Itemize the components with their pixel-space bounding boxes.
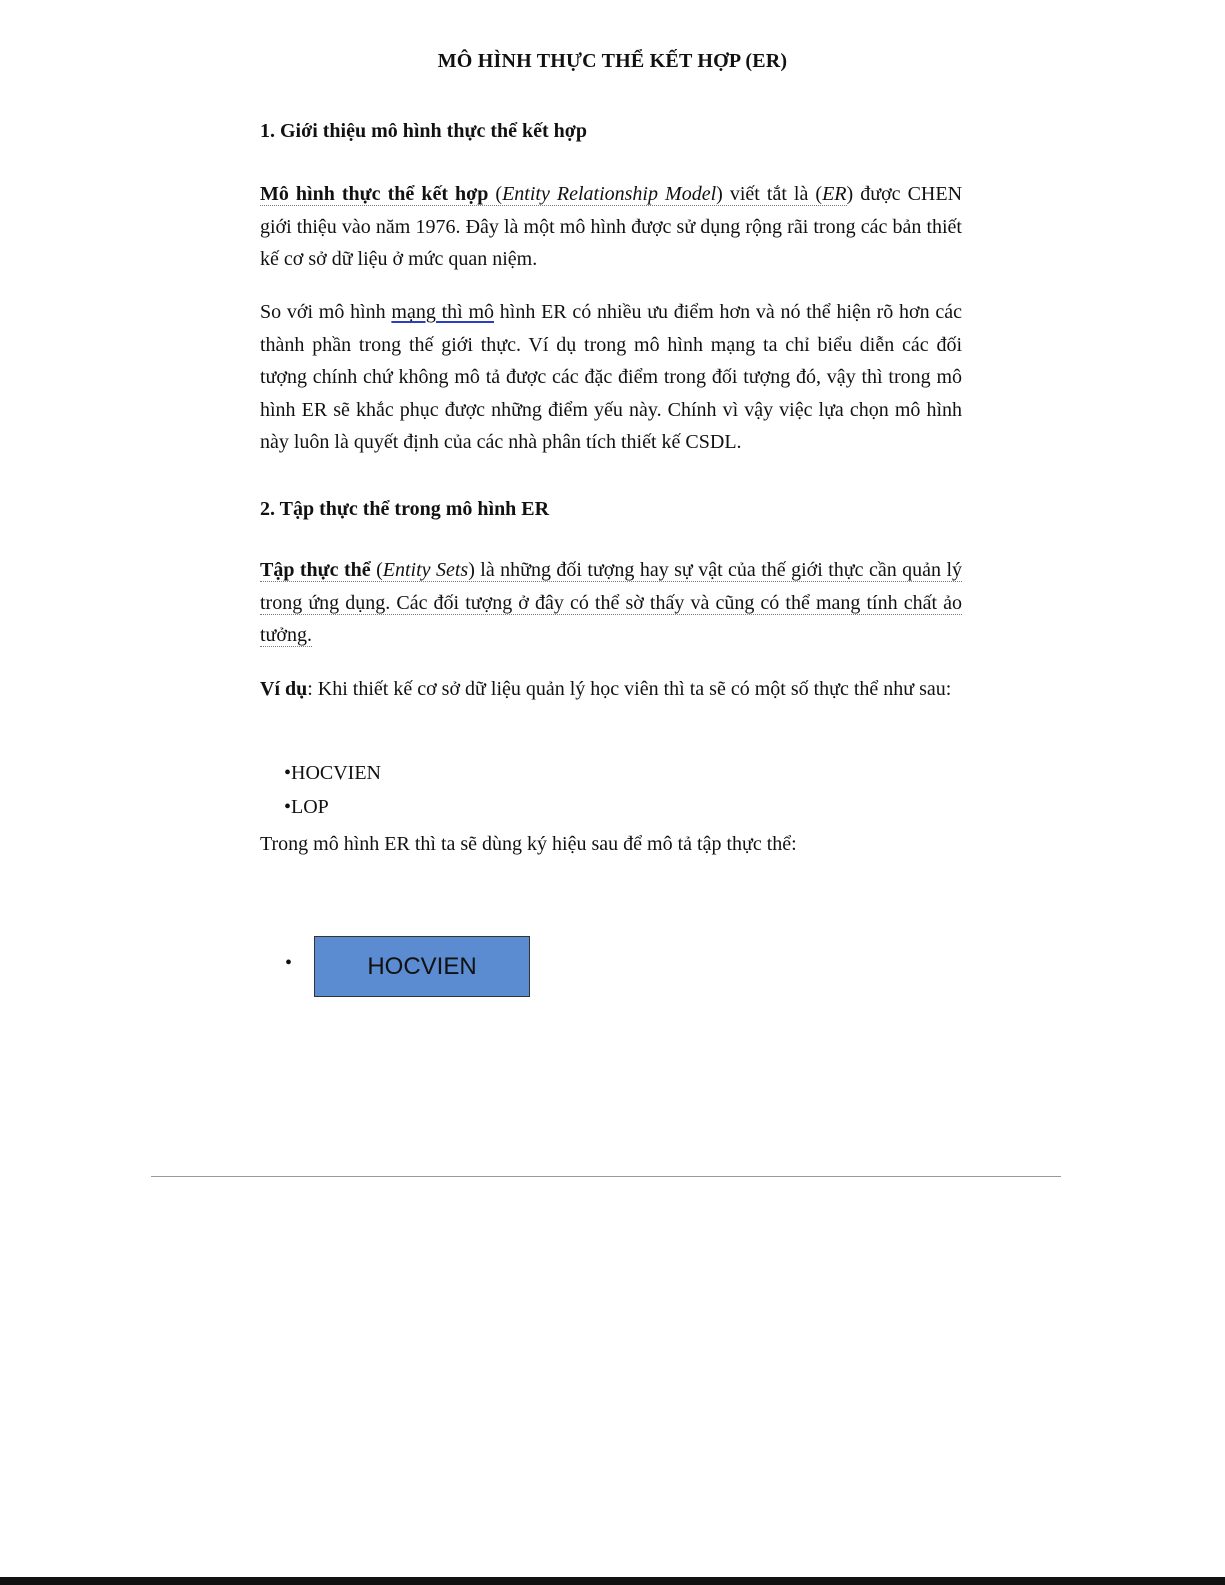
term-bold: Mô hình thực thể kết hợp [260, 183, 489, 205]
bottom-edge-bar [0, 1577, 1225, 1585]
term-highlight [260, 559, 962, 647]
term-english: Entity Relationship Model [502, 183, 717, 205]
paragraph-text: : Khi thiết kế cơ sở dữ liệu quản lý học viên thì ta sẽ có một số thực thể như sau: [307, 678, 952, 700]
entity-label: HOCVIEN [367, 952, 477, 980]
paragraph-text: So với mô hình [260, 301, 392, 323]
example-label: Ví dụ [260, 678, 308, 700]
paragraph-text: ) được CHEN giới thiệu vào năm 1976. Đây là một mô hình được sử dụng rộng rãi trong các bản thiết kế cơ sở dữ liệu ở mức quan niệm. [260, 183, 963, 270]
entity-set-symbol [314, 936, 530, 997]
term-open: ( [488, 183, 503, 205]
section-1-paragraph-2 [260, 296, 962, 459]
section-1-paragraph-1 [260, 178, 962, 276]
list-item: •LOP [284, 796, 329, 818]
list-item: •HOCVIEN [284, 762, 381, 784]
symbol-paragraph: Trong mô hình ER thì ta sẽ dùng ký hiệu sau để mô tả tập thực thể: [260, 833, 797, 855]
term-open: ( [370, 559, 383, 581]
paragraph-text: hình ER có nhiều ưu điểm hơn và nó thể hiện rõ hơn các thành phần trong thế giới thực. Ví dụ trong mô hình mạng ta chỉ biểu diễn các đối tượng chính chứ không mô tả được các đặc điểm trong đối tượng đó, vậy thì trong mô hình ER sẽ khắc phục được những điểm yếu này. Chính vì vậy việc lựa chọn mô hình này luôn là quyết định của các nhà phân tích thiết kế CSDL. [260, 301, 963, 453]
term-mid: ) viết tắt là ( [716, 183, 823, 205]
section-1-heading: 1. Giới thiệu mô hình thực thể kết hợp [260, 120, 587, 142]
page-divider [151, 1176, 1061, 1177]
underlined-phrase[interactable]: mạng thì mô [391, 301, 495, 323]
term-english: Entity Sets [382, 559, 469, 581]
paragraph-text: ) là những đối tượng hay sự vật của thế giới thực cần quản lý trong ứng dụng. Các đối tượng ở đây có thể sờ thấy và cũng có thể mang tính chất ảo tưởng. [260, 559, 962, 646]
entity-bullet: • [285, 952, 293, 974]
section-2-heading: 2. Tập thực thể trong mô hình ER [260, 498, 550, 520]
term-abbrev: ER [822, 183, 847, 205]
term-bold: Tập thực thể [260, 559, 371, 581]
term-highlight [260, 183, 847, 206]
section-2-paragraph-1 [260, 554, 962, 652]
example-paragraph [260, 673, 962, 706]
page-title: MÔ HÌNH THỰC THỂ KẾT HỢP (ER) [437, 50, 788, 72]
